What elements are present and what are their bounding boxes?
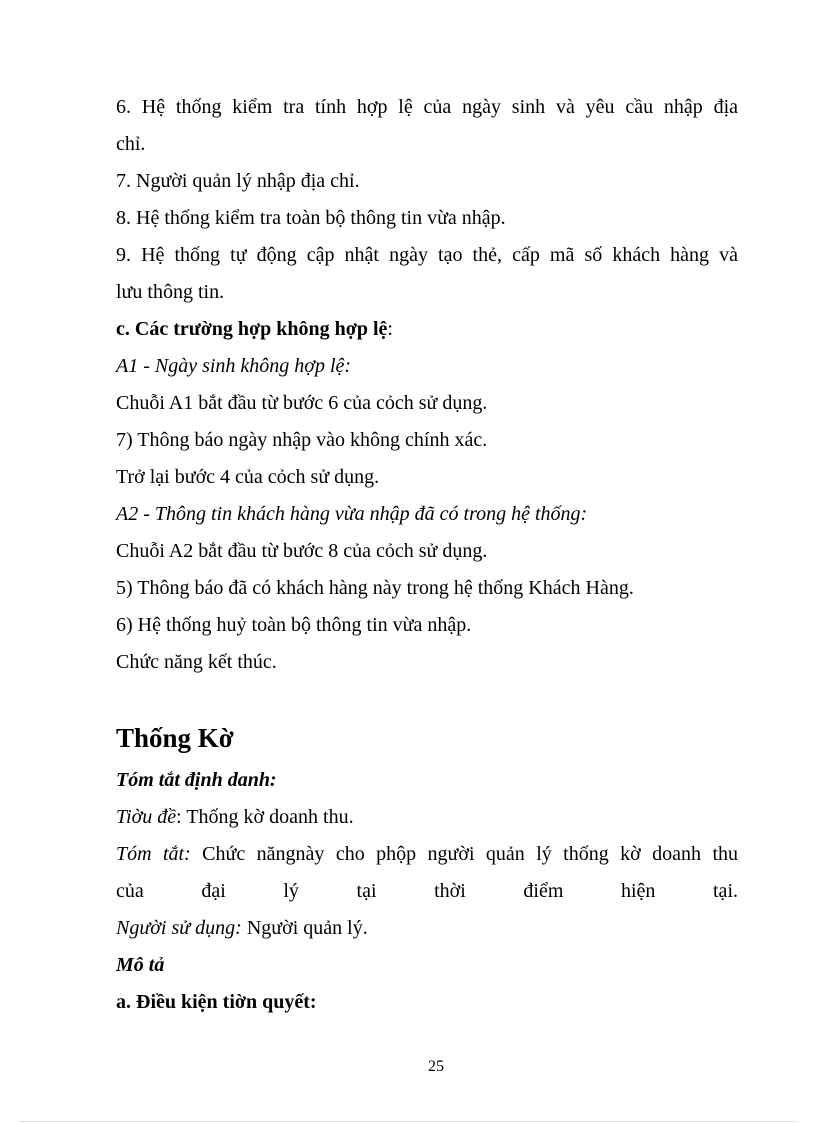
summary-label: Tóm tắt: (116, 843, 191, 865)
a1-return: Trở lại bước 4 của cỏch sử dụng. (116, 466, 380, 488)
step-6-line-1: 6. Hệ thống kiểm tra tính hợp lệ của ngày sinh và yêu cầu nhập địa (116, 96, 738, 118)
description-heading: Mô tả (116, 954, 165, 976)
page-number: 25 (428, 1058, 444, 1075)
a1-title: A1 - Ngày sinh không hợp lệ: (116, 355, 352, 377)
invalid-cases-heading (116, 316, 738, 342)
section-title: Thống Kờ (116, 723, 234, 753)
a1-start: Chuỗi A1 bắt đầu từ bước 6 của cỏch sử dụng. (116, 392, 488, 414)
function-end: Chức năng kết thúc. (116, 651, 277, 673)
summary-text-1: Chức năngnày cho phộp người quản lý thống kờ doanh thu (190, 843, 738, 865)
step-9-line-2: lưu thông tin. (116, 281, 225, 303)
title-row (116, 804, 738, 830)
a2-step-5: 5) Thông báo đã có khách hàng này trong hệ thống Khách Hàng. (116, 577, 634, 599)
title-value: : Thống kờ doanh thu. (176, 806, 354, 828)
summary-line-1 (116, 841, 738, 867)
summary-heading: Tóm tắt định danh: (116, 769, 277, 791)
a2-step-6: 6) Hệ thống huỷ toàn bộ thông tin vừa nhập. (116, 614, 472, 636)
a1-step-7: 7) Thông báo ngày nhập vào không chính xác. (116, 429, 488, 451)
step-8: 8. Hệ thống kiểm tra toàn bộ thông tin vừa nhập. (116, 207, 506, 229)
step-6-line-2: chỉ. (116, 133, 146, 155)
user-label: Người sử dụng: (116, 917, 242, 939)
precondition-heading: a. Điều kiện tiờn quyết: (116, 991, 317, 1013)
summary-line-2: của đại lý tại thời điểm hiện tại. (116, 880, 738, 902)
footer-rule (20, 1121, 796, 1122)
step-9-line-1: 9. Hệ thống tự động cập nhật ngày tạo thẻ, cấp mã số khách hàng và (116, 244, 738, 266)
user-value: Người quản lý. (241, 917, 368, 939)
title-label: Tiờu đề (116, 806, 177, 828)
invalid-cases-heading-colon: : (387, 318, 393, 340)
invalid-cases-heading-text: c. Các trường hợp không hợp lệ (116, 318, 388, 340)
a2-title: A2 - Thông tin khách hàng vừa nhập đã có trong hệ thống: (116, 503, 588, 525)
user-row (116, 915, 738, 941)
a2-start: Chuỗi A2 bắt đầu từ bước 8 của cỏch sử dụng. (116, 540, 488, 562)
step-7: 7. Người quản lý nhập địa chỉ. (116, 170, 360, 192)
